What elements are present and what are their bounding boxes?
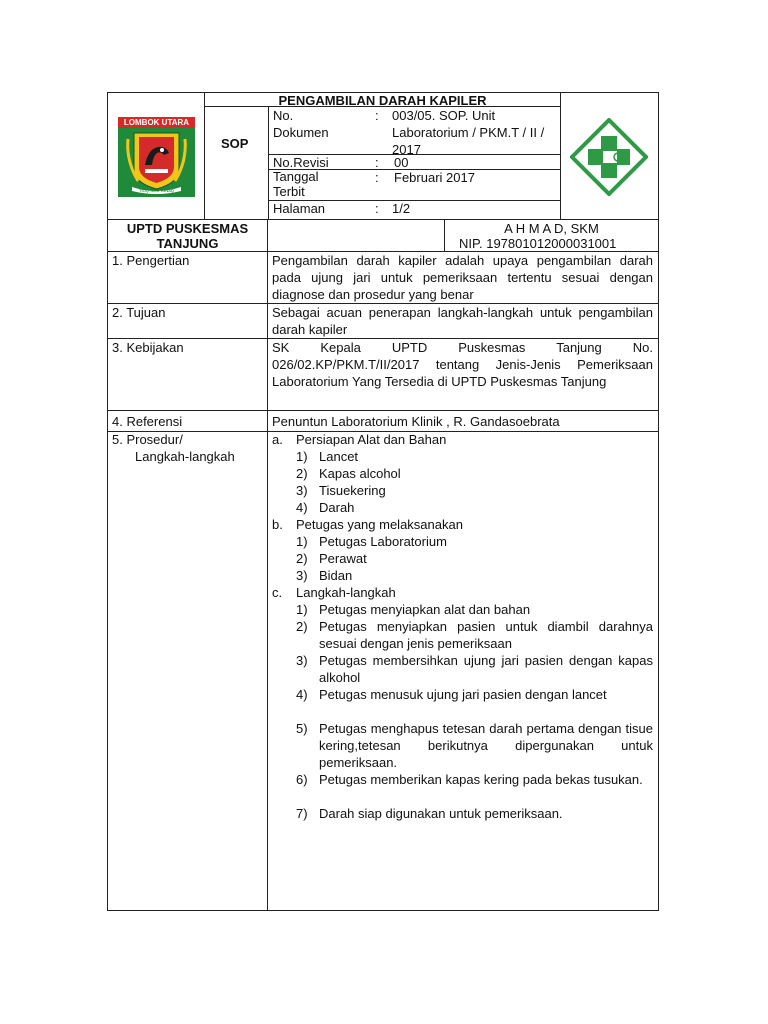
- item-number: 1): [296, 534, 308, 549]
- list-item: Petugas menusuk ujung jari pasien dengan lancet: [319, 687, 607, 702]
- list-item: Petugas Laboratorium: [319, 534, 447, 549]
- item-number: 3): [296, 653, 308, 668]
- list-item: Bidan: [319, 568, 353, 583]
- item-number: 6): [296, 772, 308, 787]
- item-number: 1): [296, 449, 308, 464]
- item-number: 2): [296, 466, 308, 481]
- list-item: Petugas menghapus tetesan darah pertama dengan tisue kering,tetesan berikutnya dipergunakan untuk pemeriksaan.: [319, 721, 653, 770]
- list-item: Tisuekering: [319, 483, 386, 498]
- item-number: 2): [296, 619, 308, 634]
- group-marker: a.: [272, 432, 283, 447]
- divider: [204, 92, 205, 220]
- org-name: [108, 221, 267, 251]
- divider: [107, 219, 659, 220]
- list-item: Lancet: [319, 449, 359, 464]
- logo-motto-text: TIOQ TATA TUNAQ: [139, 188, 174, 193]
- list-item: Darah siap digunakan untuk pemeriksaan.: [319, 806, 563, 821]
- label-prosedur-line2: Langkah-langkah: [135, 449, 235, 464]
- puskesmas-logo: [570, 118, 648, 196]
- item-number: 3): [296, 568, 308, 583]
- list-item: Petugas menyiapkan alat dan bahan: [319, 602, 531, 617]
- text-pengertian: Pengambilan darah kapiler adalah upaya pengambilan darah pada ujung jari untuk pemeriksaan tertentu sesuai dengan diagnose dan prosedur yang benar: [272, 253, 653, 302]
- item-number: 4): [296, 687, 308, 702]
- field-sep: :: [375, 170, 379, 185]
- label-column-divider: [267, 219, 268, 911]
- field-value-no-dokumen: 003/05. SOP. Unit Laboratorium / PKM.T / II / 2017: [392, 108, 545, 157]
- item-number: 5): [296, 721, 308, 736]
- field-label-tanggal-terbit: Tanggal Terbit: [273, 169, 319, 199]
- signer-nip: NIP. 197801012000031001: [459, 236, 617, 251]
- group-title: Petugas yang melaksanakan: [296, 517, 463, 532]
- item-number: 3): [296, 483, 308, 498]
- signer-block: [445, 221, 658, 251]
- lombok-utara-logo: [118, 117, 195, 197]
- list-item: Darah: [319, 500, 355, 515]
- item-number: 7): [296, 806, 308, 821]
- label-kebijakan: 3. Kebijakan: [112, 340, 184, 355]
- label-pengertian: 1. Pengertian: [112, 253, 190, 268]
- field-sep: :: [375, 201, 379, 216]
- signer-name: A H M A D, SKM: [504, 221, 599, 236]
- divider: [107, 410, 659, 411]
- org-name-line2: TANJUNG: [156, 236, 219, 251]
- item-number: 4): [296, 500, 308, 515]
- sop-label: SOP: [221, 136, 249, 151]
- label-tujuan: 2. Tujuan: [112, 305, 166, 320]
- document-title: PENGAMBILAN DARAH KAPILER: [278, 93, 487, 108]
- group-marker: c.: [272, 585, 283, 600]
- border-left: [107, 92, 108, 911]
- label-referensi: 4. Referensi: [112, 414, 183, 429]
- item-number: 2): [296, 551, 308, 566]
- group-marker: b.: [272, 517, 283, 532]
- text-kebijakan: SK Kepala UPTD Puskesmas Tanjung No. 026/02.KP/PKM.T/II/2017 tentang Jenis-Jenis Pemeriksaan Laboratorium Yang Tersedia di UPTD Puskesmas Tanjung: [272, 340, 653, 389]
- border-bottom: [107, 910, 659, 911]
- list-item: Petugas memberikan kapas kering pada bekas tusukan.: [319, 772, 643, 787]
- item-number: 1): [296, 602, 308, 617]
- divider: [268, 106, 269, 220]
- group-title: Persiapan Alat dan Bahan: [296, 432, 447, 447]
- org-name-line1: UPTD PUSKESMAS: [126, 221, 249, 236]
- border-right: [658, 92, 659, 911]
- field-label-no-dokumen: No. Dokumen: [273, 108, 329, 140]
- text-referensi: Penuntun Laboratorium Klinik , R. Gandasoebrata: [272, 414, 560, 429]
- sop-document: [107, 92, 659, 911]
- text-tujuan: Sebagai acuan penerapan langkah-langkah untuk pengambilan darah kapiler: [272, 305, 653, 337]
- field-label-revisi: No.Revisi: [273, 155, 329, 170]
- logo-banner-text: LOMBOK UTARA: [123, 118, 190, 127]
- field-sep: :: [375, 155, 379, 170]
- field-value-revisi: 00: [394, 155, 409, 170]
- list-item: Kapas alcohol: [319, 466, 401, 481]
- list-item: Petugas menyiapkan pasien untuk diambil darahnya sesuai dengan jenis pemeriksaan: [319, 619, 653, 651]
- label-prosedur-line1: 5. Prosedur/: [112, 432, 183, 447]
- field-value-tanggal-terbit: Februari 2017: [394, 170, 475, 185]
- label-prosedur: [112, 431, 235, 465]
- list-item: Petugas membersihkan ujung jari pasien dengan kapas alkohol: [319, 653, 653, 685]
- group-title: Langkah-langkah: [296, 585, 396, 600]
- list-item: Perawat: [319, 551, 367, 566]
- field-value-halaman: 1/2: [392, 201, 411, 216]
- field-sep: :: [375, 108, 379, 123]
- field-label-halaman: Halaman: [273, 201, 326, 216]
